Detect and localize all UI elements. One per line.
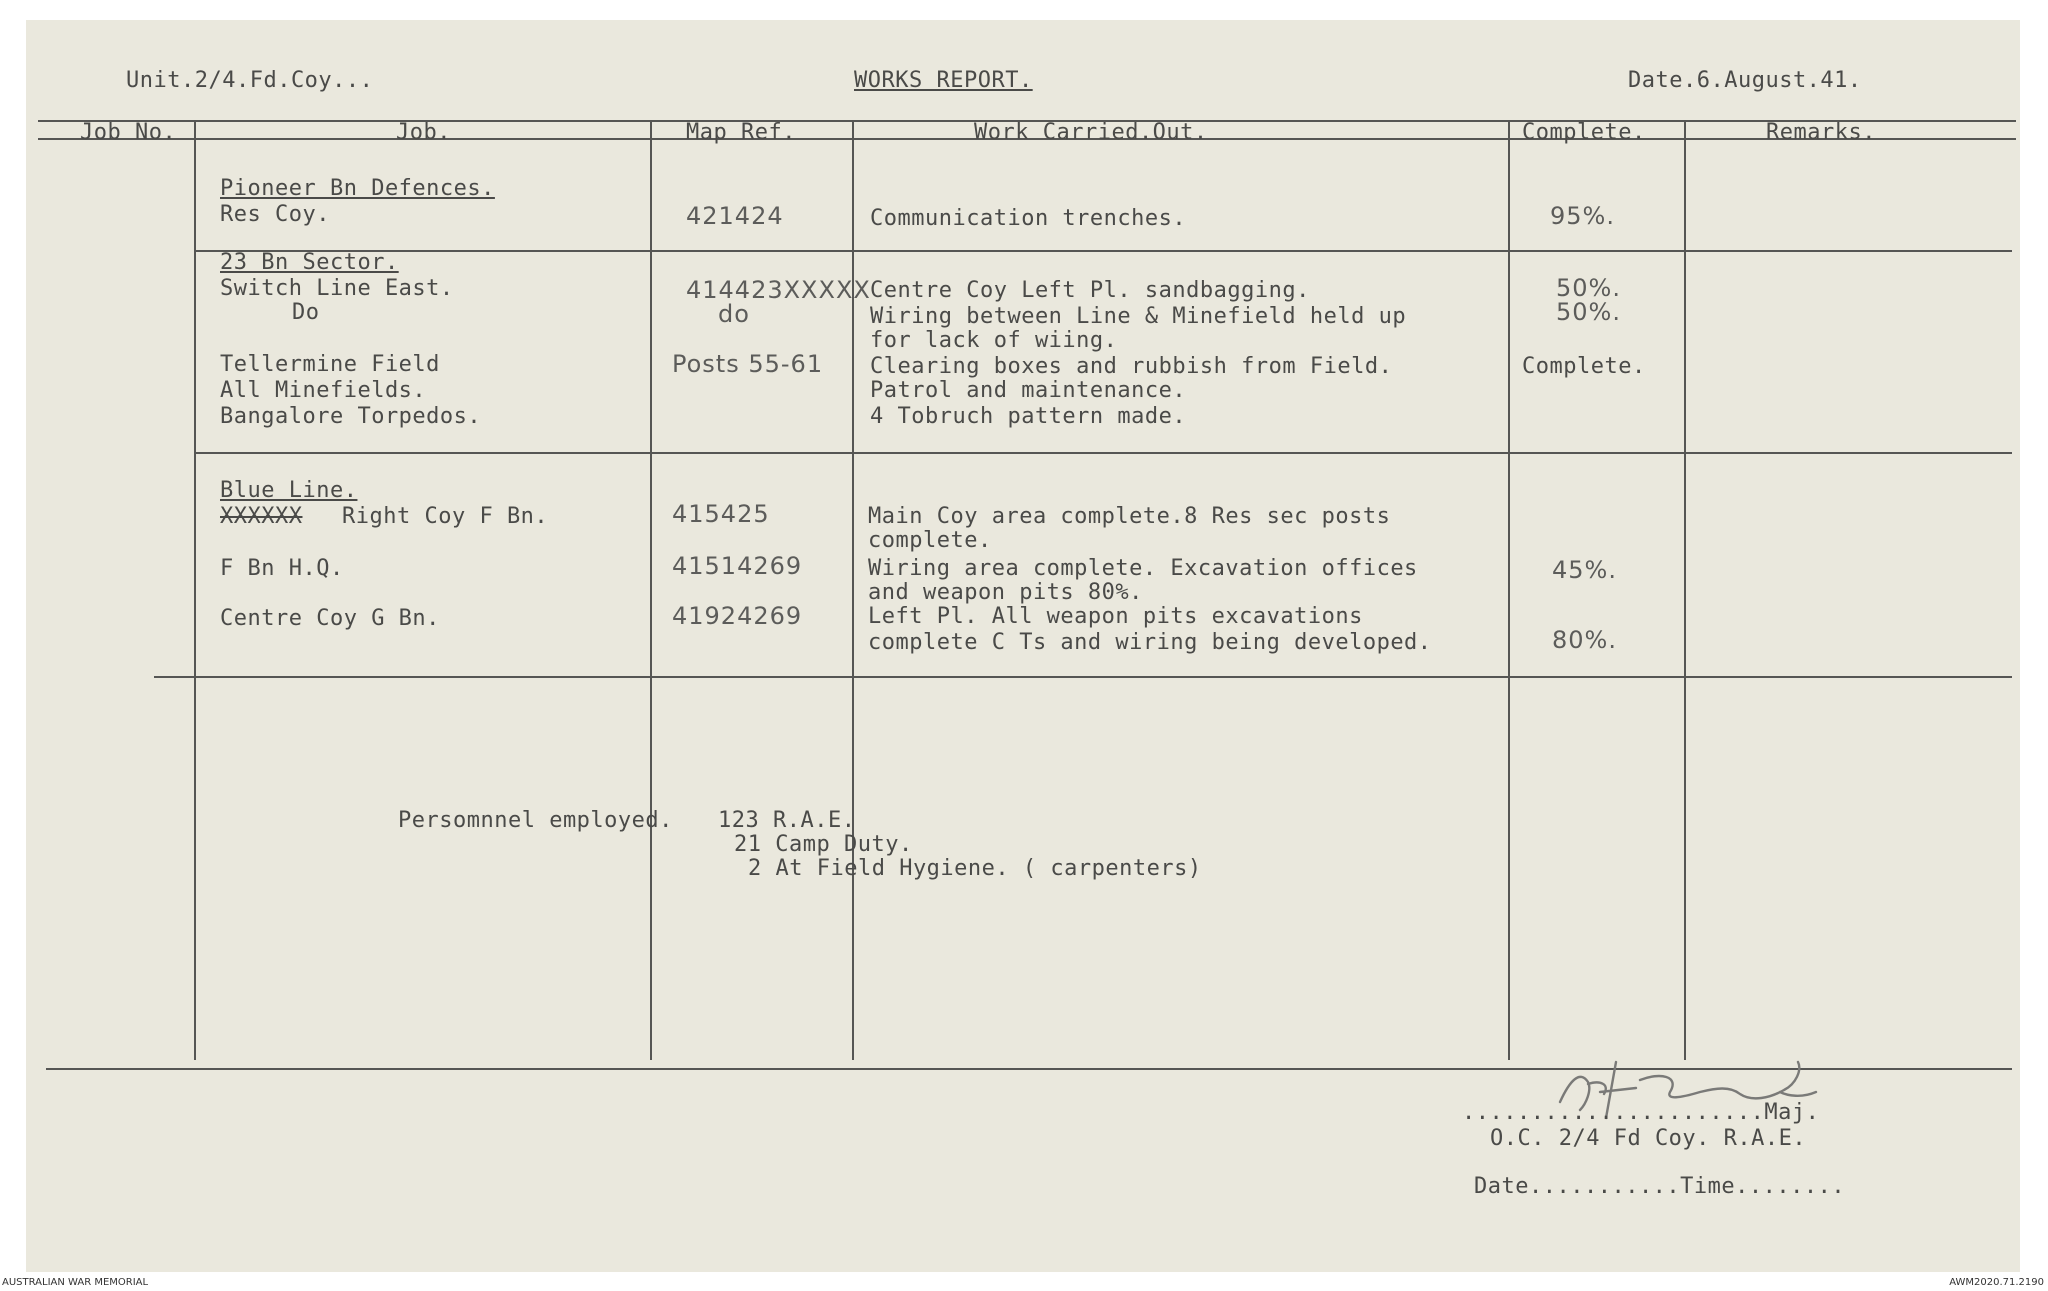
work-cell: complete.: [868, 528, 992, 553]
section-heading: Blue Line.: [220, 478, 358, 503]
column-rule: [852, 120, 854, 1060]
date-time-line: Date...........Time........: [1474, 1174, 1846, 1199]
complete-cell: 95%.: [1550, 202, 1615, 230]
job-cell: Tellermine Field: [220, 352, 440, 377]
complete-cell: 45%.: [1552, 556, 1617, 584]
column-rule: [1684, 120, 1686, 1060]
job-cell: Right Coy F Bn.: [342, 504, 549, 529]
job-cell: All Minefields.: [220, 378, 427, 403]
complete-cell: 50%.: [1556, 274, 1621, 302]
work-cell: Wiring area complete. Excavation offices: [868, 556, 1418, 581]
column-header-complete: Complete.: [1522, 120, 1646, 145]
work-cell: Wiring between Line & Minefield held up: [870, 304, 1407, 329]
section-heading: 23 Bn Sector.: [220, 250, 399, 275]
work-cell: Centre Coy Left Pl. sandbagging.: [870, 278, 1310, 303]
signature-line: ......................Maj.: [1462, 1100, 1820, 1125]
section-rule: [194, 452, 2012, 454]
complete-cell: Complete.: [1522, 354, 1646, 379]
job-cell: Res Coy.: [220, 202, 330, 227]
map-ref-cell: Posts 55-61: [672, 350, 824, 378]
column-header-map-ref: Map Ref.: [686, 120, 796, 145]
unit-label: Unit.2/4.Fd.Coy...: [126, 68, 374, 93]
section-heading: Pioneer Bn Defences.: [220, 176, 495, 201]
complete-cell: 80%.: [1552, 626, 1617, 654]
personnel-label: Persomnnel employed.: [398, 808, 673, 833]
work-cell: complete C Ts and wiring being developed.: [868, 630, 1432, 655]
job-cell: F Bn H.Q.: [220, 556, 344, 581]
column-header-job: Job.: [396, 120, 451, 145]
map-ref-cell: 415425: [672, 500, 770, 528]
work-cell: Main Coy area complete.8 Res sec posts: [868, 504, 1391, 529]
map-ref-cell: do: [718, 300, 750, 328]
personnel-line: 21 Camp Duty.: [734, 832, 913, 857]
map-ref-cell: 414423XXXXX: [686, 276, 871, 304]
work-cell: Patrol and maintenance.: [870, 378, 1187, 403]
work-cell: and weapon pits 80%.: [868, 580, 1143, 605]
column-rule: [194, 120, 196, 1060]
map-ref-cell: 41924269: [672, 602, 803, 630]
personnel-line: 2 At Field Hygiene. ( carpenters): [748, 856, 1202, 881]
complete-cell: 50%.: [1556, 298, 1621, 326]
map-ref-cell: 41514269: [672, 552, 803, 580]
work-cell: for lack of wiing.: [870, 328, 1118, 353]
section-rule: [154, 676, 2012, 678]
job-cell: Switch Line East.: [220, 276, 454, 301]
report-date: Date.6.August.41.: [1628, 68, 1862, 93]
job-cell: Bangalore Torpedos.: [220, 404, 482, 429]
archive-credit: AUSTRALIAN WAR MEMORIAL: [2, 1277, 149, 1288]
work-cell: Left Pl. All weapon pits excavations: [868, 604, 1363, 629]
report-title: WORKS REPORT.: [854, 68, 1033, 93]
column-rule: [1508, 120, 1510, 1060]
job-cell: Do: [292, 300, 320, 325]
job-cell: Centre Coy G Bn.: [220, 606, 440, 631]
work-cell: 4 Tobruch pattern made.: [870, 404, 1187, 429]
struck-text: XXXXXX: [220, 504, 303, 529]
section-rule: [194, 250, 2012, 252]
signature-title: O.C. 2/4 Fd Coy. R.A.E.: [1490, 1126, 1807, 1151]
work-cell: Communication trenches.: [870, 206, 1187, 231]
personnel-line: 123 R.A.E.: [718, 808, 856, 833]
column-header-job-no: Job No.: [80, 120, 177, 145]
column-header-remarks: Remarks.: [1766, 120, 1876, 145]
column-rule: [650, 120, 652, 1060]
map-ref-cell: 421424: [686, 202, 784, 230]
work-cell: Clearing boxes and rubbish from Field.: [870, 354, 1393, 379]
archive-reference: AWM2020.71.2190: [1949, 1277, 2044, 1288]
column-header-work: Work Carried.Out.: [974, 120, 1208, 145]
